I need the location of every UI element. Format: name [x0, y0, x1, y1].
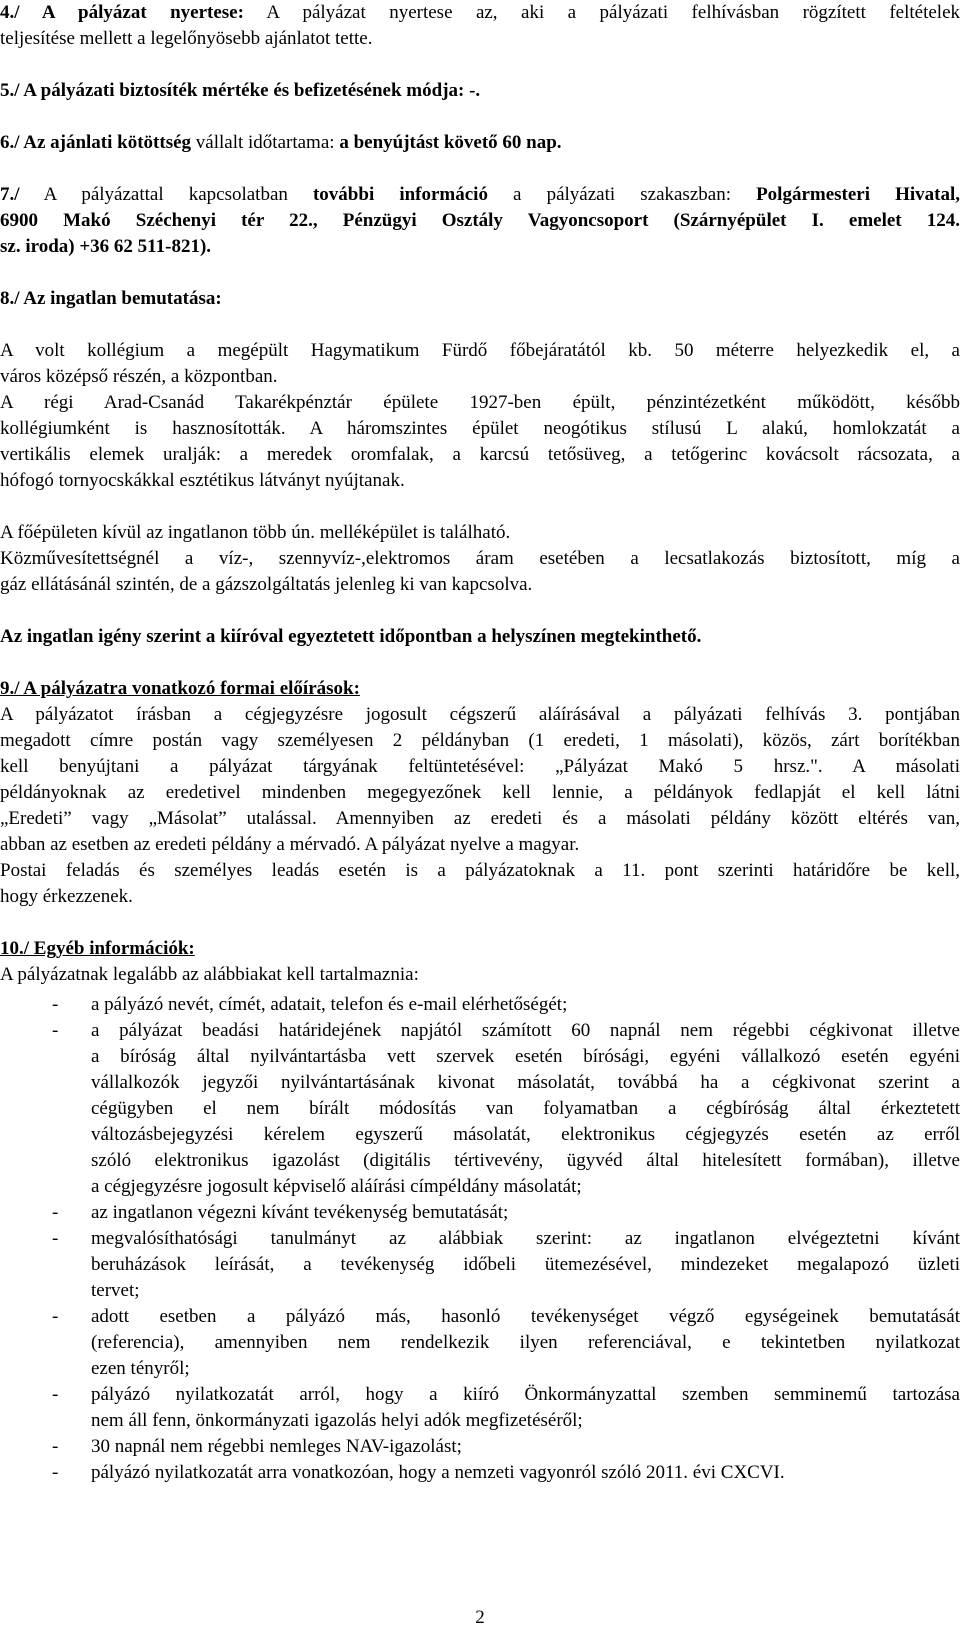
list-item-text: 30 napnál nem régebbi nemleges NAV-igazolást;: [91, 1436, 462, 1457]
list-item-text: pályázó nyilatkozatát arra vonatkozóan, hogy a nemzeti vagyonról szóló 2011. évi CXCVI.: [91, 1462, 785, 1483]
section-8-p1-line-2: város középső részén, a központban.: [0, 366, 278, 387]
list-item-text: a bíróság által nyilvántartásba vett szervek esetén bírósági, egyéni vállalkozó esetén egyéni: [91, 1046, 960, 1067]
section-7-line-3: sz. iroda) +36 62 511-821).: [0, 236, 212, 257]
list-item-text: ezen tényről;: [91, 1358, 190, 1379]
dash-bullet: -: [52, 1228, 59, 1249]
list-item-text: vállalkozók jegyzői nyilvántartásának kivonat másolatát, továbbá ha a cégkivonat szerint a: [91, 1072, 960, 1093]
section-4-label: 4./ A pályázat nyertese:: [0, 2, 244, 23]
list-item-text: változásbejegyzési kérelem egyszerű másolatát, elektronikus cégjegyzés esetén az erről: [91, 1124, 960, 1145]
section-9-line-7: Postai feladás és személyes leadás esetén is a pályázatoknak a 11. pont szerinti határidőre be kell,: [0, 860, 960, 881]
list-item-text: pályázó nyilatkozatát arról, hogy a kiíró Önkormányzattal szemben semminemű tartozása: [91, 1384, 960, 1405]
section-7-bold-2: Polgármesteri Hivatal,: [756, 184, 960, 205]
list-item-text: (referencia), amennyiben nem rendelkezik ilyen referenciával, e tekintetben nyilatkozat: [91, 1332, 960, 1353]
section-9-line-8: hogy érkezzenek.: [0, 886, 133, 907]
section-8-p2-line-3: vertikális elemek uralják: a meredek oromfalak, a karcsú tetősüveg, a tetőgerinc kovácsolt rácsozata, a: [0, 444, 960, 465]
list-item-text: tervet;: [91, 1280, 140, 1301]
section-8-p4-line-2: gáz ellátásánál szintén, de a gázszolgáltatás jelenleg ki van kapcsolva.: [0, 574, 533, 595]
dash-bullet: -: [52, 1462, 59, 1483]
section-9-line-5: „Eredeti” vagy „Másolat” utalással. Amennyiben az eredeti és a másolati példány között eltérés van,: [0, 808, 960, 829]
list-item-text: a cégjegyzésre jogosult képviselő aláírási címpéldány másolatát;: [91, 1176, 582, 1197]
section-9-line-1: A pályázatot írásban a cégjegyzésre jogosult cégszerű aláírásával a pályázati felhívás 3. pontjában: [0, 704, 960, 725]
section-8-p2-line-4: hófogó tornyocskákkal esztétikus látványt nyújtanak.: [0, 470, 405, 491]
section-10-heading: [0, 936, 960, 962]
section-8-p4-line-1: Közművesítettségnél a víz-, szennyvíz-,elektromos áram esetében a lecsatlakozás biztosított, míg a: [0, 548, 960, 569]
dash-bullet: -: [52, 1306, 59, 1327]
section-9-line-4: példányoknak az eredetivel mindenben megegyezőnek kell lennie, a példányok fedlapját el kell látni: [0, 782, 960, 803]
section-6-label: 6./ Az ajánlati kötöttség: [0, 132, 192, 153]
section-6-mid: vállalt időtartama:: [191, 132, 340, 153]
list-item-text: nem áll fenn, önkormányzati igazolás helyi adók megfizetéséről;: [91, 1410, 583, 1431]
section-9-line-6: abban az esetben az eredeti példány a mérvadó. A pályázat nyelve a magyar.: [0, 834, 580, 855]
list-item-text: beruházások leírását, a tevékenység időbeli ütemezésével, mindezeket megalapozó üzleti: [91, 1254, 960, 1275]
section-8-p1-line-1: A volt kollégium a megépült Hagymatikum Fürdő főbejáratától kb. 50 méterre helyezkedik el, a: [0, 340, 960, 361]
section-9-label: 9./ A pályázatra vonatkozó formai előírások:: [0, 678, 360, 699]
section-7-bold-1: további információ: [312, 184, 488, 205]
section-4-text: A pályázat nyertese az, aki a pályázati felhívásban rögzített feltételek: [243, 2, 960, 23]
section-8-p3: A főépületen kívül az ingatlanon több ún. melléképület is található.: [0, 522, 511, 543]
section-8-p2-line-2: kollégiumként is hasznosították. A háromszintes épület neogótikus stílusú L alakú, homlokzatát a: [0, 418, 960, 439]
section-7-text-1: A pályázattal kapcsolatban: [19, 184, 313, 205]
section-7-line-2: 6900 Makó Széchenyi tér 22., Pénzügyi Osztály Vagyoncsoport (Szárnyépület I. emelet 124.: [0, 210, 960, 231]
list-item-text: adott esetben a pályázó más, hasonló tevékenységet végző egységeinek bemutatását: [91, 1306, 960, 1327]
section-8-viewing-note: Az ingatlan igény szerint a kiíróval egyeztetett időpontban a helyszínen megtekinthető.: [0, 626, 702, 647]
dash-bullet: -: [52, 1436, 59, 1457]
list-item-text: megvalósíthatósági tanulmányt az alábbiak szerint: az ingatlanon elvégeztetni kívánt: [91, 1228, 960, 1249]
section-10-intro: A pályázatnak legalább az alábbiakat kell tartalmaznia:: [0, 964, 419, 985]
section-6-line: [0, 130, 960, 156]
section-9-line-2: megadott címre postán vagy személyesen 2 példányban (1 eredeti, 1 másolati), közös, zárt borítékban: [0, 730, 960, 751]
list-item-text: a pályázat beadási határidejének napjától számított 60 napnál nem régebbi cégkivonat illetve: [91, 1020, 960, 1041]
section-10-label: 10./ Egyéb információk:: [0, 938, 195, 959]
section-9-line-3: kell benyújtani a pályázat tárgyának feltüntetésével: „Pályázat Makó 5 hrsz.". A másolati: [0, 756, 960, 777]
list-item-text: cégügyben el nem bírált módosítás van folyamatban a cégbíróság által érkeztetett: [91, 1098, 960, 1119]
section-4-line-2: teljesítése mellett a legelőnyösebb ajánlatot tette.: [0, 28, 373, 49]
section-5-heading: 5./ A pályázati biztosíték mértéke és befizetésének módja: -.: [0, 80, 481, 101]
section-7-text-2: a pályázati szakaszban:: [487, 184, 757, 205]
section-4-line-1: [0, 0, 960, 26]
section-7-line-1: [0, 182, 960, 208]
dash-bullet: -: [52, 1202, 59, 1223]
list-item-text: az ingatlanon végezni kívánt tevékenység bemutatását;: [91, 1202, 509, 1223]
section-7-label: 7./: [0, 184, 20, 205]
list-item-text: a pályázó nevét, címét, adatait, telefon és e-mail elérhetőségét;: [91, 994, 568, 1015]
dash-bullet: -: [52, 994, 59, 1015]
list-item-text: szóló elektronikus igazolást (digitális tértivevény, ügyvéd által hitelesített formában), illetve: [91, 1150, 960, 1171]
section-9-heading: [0, 676, 960, 702]
dash-bullet: -: [52, 1020, 59, 1041]
section-8-p2-line-1: A régi Arad-Csanád Takarékpénztár épülete 1927-ben épült, pénzintézetként működött, később: [0, 392, 960, 413]
section-8-heading: 8./ Az ingatlan bemutatása:: [0, 288, 222, 309]
section-6-value: a benyújtást követő 60 nap.: [339, 132, 562, 153]
dash-bullet: -: [52, 1384, 59, 1405]
page-number: 2: [475, 1607, 485, 1628]
